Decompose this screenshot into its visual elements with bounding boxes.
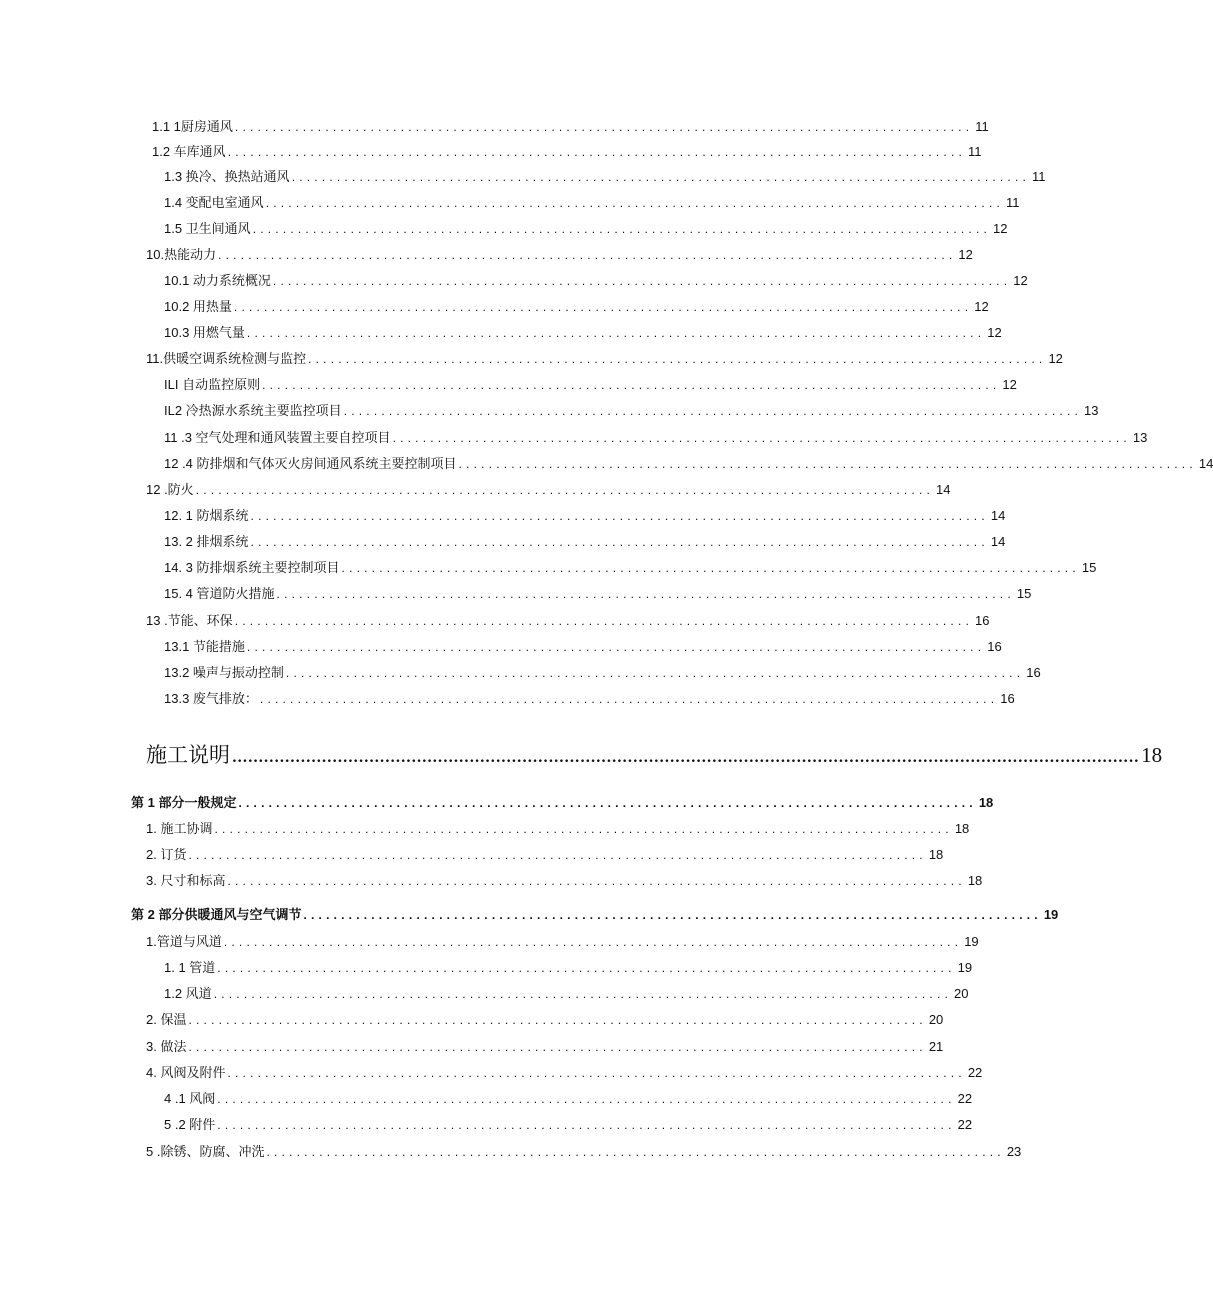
toc-page-number: 12 bbox=[958, 247, 973, 262]
toc-entry[interactable] bbox=[152, 144, 982, 160]
toc-page-number: 18 bbox=[967, 873, 983, 888]
toc-leader-dots: .................................................................................................. bbox=[188, 1040, 927, 1054]
toc-leader-dots: .................................................................................................. bbox=[272, 274, 1012, 288]
toc-page-number: 21 bbox=[928, 1039, 944, 1054]
toc-entry-label: 施工说明 bbox=[146, 743, 230, 767]
toc-entry-label: 10.热能动力 bbox=[146, 247, 217, 262]
toc-section-title[interactable] bbox=[146, 742, 1163, 771]
toc-leader-dots: .................................................................................................. bbox=[250, 535, 989, 549]
toc-leader-dots: .................................................................................................. bbox=[246, 326, 986, 340]
toc-entry[interactable] bbox=[164, 691, 1015, 707]
toc-entry[interactable] bbox=[152, 119, 989, 135]
toc-page-number: 11 bbox=[1006, 195, 1020, 210]
toc-entry[interactable] bbox=[146, 351, 1063, 367]
toc-entry-label: 11 .3 空气处理和通风装置主要自控项目 bbox=[164, 430, 391, 445]
toc-page-number: 16 bbox=[975, 613, 990, 628]
toc-leader-dots: .................................................................................................. bbox=[217, 1118, 956, 1132]
toc-leader-dots: .................................................................................................. bbox=[308, 352, 1047, 366]
toc-entry-label: 5 .2 附件 bbox=[164, 1117, 216, 1132]
toc-entry[interactable] bbox=[146, 247, 973, 263]
toc-entry-label: 第 2 部分供暖通风与空气调节 bbox=[131, 907, 302, 922]
toc-leader-dots: .................................................................................................. bbox=[265, 196, 1005, 210]
toc-leader-dots: .................................................................................................. bbox=[392, 431, 1131, 445]
toc-page-number: 12 bbox=[1013, 273, 1028, 288]
toc-entry-label: 1.3 换冷、换热站通风 bbox=[164, 169, 290, 184]
toc-entry-label: 11.供暖空调系统检测与监控 bbox=[146, 351, 307, 366]
toc-leader-dots: .................................................................................................. bbox=[227, 1066, 966, 1080]
toc-entry-label: 1.5 卫生间通风 bbox=[164, 221, 251, 236]
toc-page-number: 19 bbox=[964, 934, 979, 949]
toc-entry-label: 3. 做法 bbox=[146, 1039, 187, 1054]
toc-entry[interactable] bbox=[164, 960, 973, 976]
toc-entry-label: 12 .4 防排烟和气体灭火房间通风系统主要控制项目 bbox=[164, 456, 457, 471]
toc-page-number: 18 bbox=[954, 821, 970, 836]
toc-entry[interactable] bbox=[146, 1012, 944, 1028]
toc-entry[interactable] bbox=[146, 1144, 1022, 1160]
toc-entry[interactable] bbox=[146, 873, 983, 889]
toc-leader-dots: .................................................................................................. bbox=[262, 378, 1001, 392]
toc-page-number: 11 bbox=[968, 144, 982, 159]
toc-leader-dots: .................................................................................................. bbox=[188, 1013, 927, 1027]
toc-page-number: 16 bbox=[1000, 691, 1015, 706]
toc-leader-dots: .................................................................................................. bbox=[250, 509, 989, 523]
toc-page-number: 22 bbox=[957, 1091, 973, 1106]
toc-page-number: 12 bbox=[993, 221, 1008, 236]
toc-entry-label: 1. 施工协调 bbox=[146, 821, 213, 836]
toc-page-number: 15 bbox=[1016, 586, 1032, 601]
toc-entry-label: 1.2 车库通风 bbox=[152, 144, 226, 159]
toc-page-number: 15 bbox=[1081, 560, 1097, 575]
toc-leader-dots: .................................................................................................. bbox=[285, 666, 1025, 680]
toc-entry[interactable] bbox=[146, 847, 944, 863]
toc-page-number: 20 bbox=[954, 986, 969, 1001]
toc-leader-dots: .................................................................................................. bbox=[188, 848, 927, 862]
toc-entry-label: 2. 保温 bbox=[146, 1012, 187, 1027]
toc-page-number: 11 bbox=[975, 119, 989, 134]
toc-page-number: 19 bbox=[957, 960, 973, 975]
toc-entry-label: 1.1 1厨房通风 bbox=[152, 119, 233, 134]
toc-entry[interactable] bbox=[164, 586, 1032, 602]
toc-leader-dots: .................................................................................................. bbox=[291, 170, 1031, 184]
toc-entry[interactable] bbox=[164, 221, 1008, 237]
toc-page-number: 16 bbox=[987, 639, 1002, 654]
toc-page-number: 14 bbox=[1198, 456, 1213, 471]
toc-entry[interactable] bbox=[164, 560, 1097, 576]
toc-entry[interactable] bbox=[164, 273, 1028, 289]
toc-leader-dots: .................................................................................................. bbox=[246, 640, 986, 654]
toc-entry[interactable] bbox=[164, 1091, 973, 1107]
toc-page-number: 13 bbox=[1084, 403, 1099, 418]
toc-entry-label: 1. 1 管道 bbox=[164, 960, 216, 975]
toc-leader-dots: .................................................................................................. bbox=[259, 692, 999, 706]
toc-page-number: 18 bbox=[928, 847, 944, 862]
toc-entry[interactable] bbox=[164, 534, 1006, 550]
toc-entry-label: 13.1 节能措施 bbox=[164, 639, 245, 654]
toc-entry[interactable] bbox=[146, 482, 951, 498]
toc-page-number: 12 bbox=[987, 325, 1002, 340]
toc-entry[interactable] bbox=[146, 613, 990, 629]
toc-entry-label: 1.2 风道 bbox=[164, 986, 212, 1001]
toc-leader-dots: .................................................................................................. bbox=[218, 248, 957, 262]
toc-leader-dots: .................................................................................................. bbox=[234, 120, 974, 134]
toc-entry[interactable] bbox=[146, 821, 970, 837]
toc-entry-label: 12. 1 防烟系统 bbox=[164, 508, 249, 523]
toc-leader-dots: ............................................................................................................................................................................ bbox=[232, 750, 1140, 766]
toc-leader-dots: .................................................................................................. bbox=[303, 908, 1042, 922]
toc-entry[interactable] bbox=[164, 299, 989, 315]
toc-page-number: 12 bbox=[1002, 377, 1017, 392]
toc-part-heading[interactable] bbox=[131, 795, 994, 811]
toc-entry[interactable] bbox=[164, 169, 1046, 185]
toc-page-number: 23 bbox=[1006, 1144, 1022, 1159]
toc-leader-dots: .................................................................................................. bbox=[238, 796, 977, 810]
toc-entry-label: 14. 3 防排烟系统主要控制项目 bbox=[164, 560, 340, 575]
toc-entry-label: 3. 尺寸和标高 bbox=[146, 873, 226, 888]
toc-entry-label: 2. 订货 bbox=[146, 847, 187, 862]
toc-entry-label: 10.1 动力系统概况 bbox=[164, 273, 271, 288]
toc-leader-dots: .................................................................................................. bbox=[227, 874, 966, 888]
toc-entry-label: 13.3 废气排放： bbox=[164, 691, 258, 706]
toc-leader-dots: .................................................................................................. bbox=[343, 404, 1083, 418]
toc-leader-dots: .................................................................................................. bbox=[217, 961, 956, 975]
toc-entry-label: 13 .节能、环保 bbox=[146, 613, 233, 628]
toc-page-number: 14 bbox=[990, 534, 1006, 549]
toc-leader-dots: .................................................................................................. bbox=[234, 614, 974, 628]
toc-page-number: 12 bbox=[974, 299, 989, 314]
toc-entry-label: 5 .除锈、防腐、冲洗 bbox=[146, 1144, 265, 1159]
toc-entry-label: 1.管道与风道 bbox=[146, 934, 222, 949]
toc-entry[interactable] bbox=[146, 934, 979, 950]
toc-page-number: 14 bbox=[936, 482, 951, 497]
toc-entry-label: 4. 风阀及附件 bbox=[146, 1065, 226, 1080]
toc-entry-label: ILI 自动监控原则 bbox=[164, 377, 261, 392]
toc-entry-label: 13.2 噪声与振动控制 bbox=[164, 665, 284, 680]
toc-page-number: 20 bbox=[928, 1012, 944, 1027]
toc-entry-label: 4 .1 风阀 bbox=[164, 1091, 216, 1106]
toc-entry[interactable] bbox=[164, 430, 1148, 446]
toc-entry[interactable] bbox=[164, 403, 1099, 419]
toc-leader-dots: .................................................................................................. bbox=[276, 587, 1015, 601]
toc-leader-dots: .................................................................................................. bbox=[213, 987, 953, 1001]
toc-page-number: 19 bbox=[1043, 907, 1059, 922]
toc-leader-dots: .................................................................................................. bbox=[458, 457, 1197, 471]
toc-entry-label: 15. 4 管道防火措施 bbox=[164, 586, 275, 601]
toc-entry[interactable] bbox=[146, 1039, 944, 1055]
toc-leader-dots: .................................................................................................. bbox=[252, 222, 992, 236]
toc-part-heading[interactable] bbox=[131, 907, 1059, 923]
toc-leader-dots: .................................................................................................. bbox=[266, 1145, 1005, 1159]
toc-page-number: 12 bbox=[1048, 351, 1063, 366]
toc-entry[interactable] bbox=[164, 325, 1002, 341]
toc-page-number: 18 bbox=[1141, 743, 1163, 767]
toc-leader-dots: .................................................................................................. bbox=[227, 145, 967, 159]
toc-entry[interactable] bbox=[164, 377, 1017, 393]
toc-entry-label: 1.4 变配电室通风 bbox=[164, 195, 264, 210]
toc-leader-dots: .................................................................................................. bbox=[214, 822, 953, 836]
toc-entry[interactable] bbox=[164, 665, 1041, 681]
toc-page-number: 13 bbox=[1132, 430, 1148, 445]
toc-entry-label: 13. 2 排烟系统 bbox=[164, 534, 249, 549]
toc-entry[interactable] bbox=[164, 195, 1020, 211]
toc-leader-dots: .................................................................................................. bbox=[223, 935, 963, 949]
toc-entry-label: 10.2 用热量 bbox=[164, 299, 232, 314]
toc-entry-label: 10.3 用燃气量 bbox=[164, 325, 245, 340]
toc-entry-label: 第 1 部分一般规定 bbox=[131, 795, 237, 810]
toc-entry[interactable] bbox=[164, 1117, 973, 1133]
toc-leader-dots: .................................................................................................. bbox=[217, 1092, 956, 1106]
toc-leader-dots: .................................................................................................. bbox=[195, 483, 935, 497]
toc-entry[interactable] bbox=[164, 639, 1002, 655]
toc-page-number: 18 bbox=[978, 795, 994, 810]
toc-page-number: 22 bbox=[957, 1117, 973, 1132]
toc-entry[interactable] bbox=[146, 1065, 983, 1081]
toc-entry[interactable] bbox=[164, 508, 1006, 524]
toc-page-number: 22 bbox=[967, 1065, 983, 1080]
toc-entry[interactable] bbox=[164, 986, 969, 1002]
toc-leader-dots: .................................................................................................. bbox=[233, 300, 973, 314]
toc-entry-label: IL2 冷热源水系统主要监控项目 bbox=[164, 403, 342, 418]
toc-entry[interactable] bbox=[164, 456, 1213, 472]
toc-entry-label: 12 .防火 bbox=[146, 482, 194, 497]
toc-page-number: 11 bbox=[1032, 169, 1046, 184]
toc-page-number: 16 bbox=[1026, 665, 1041, 680]
toc-leader-dots: .................................................................................................. bbox=[341, 561, 1080, 575]
toc-page-number: 14 bbox=[990, 508, 1006, 523]
